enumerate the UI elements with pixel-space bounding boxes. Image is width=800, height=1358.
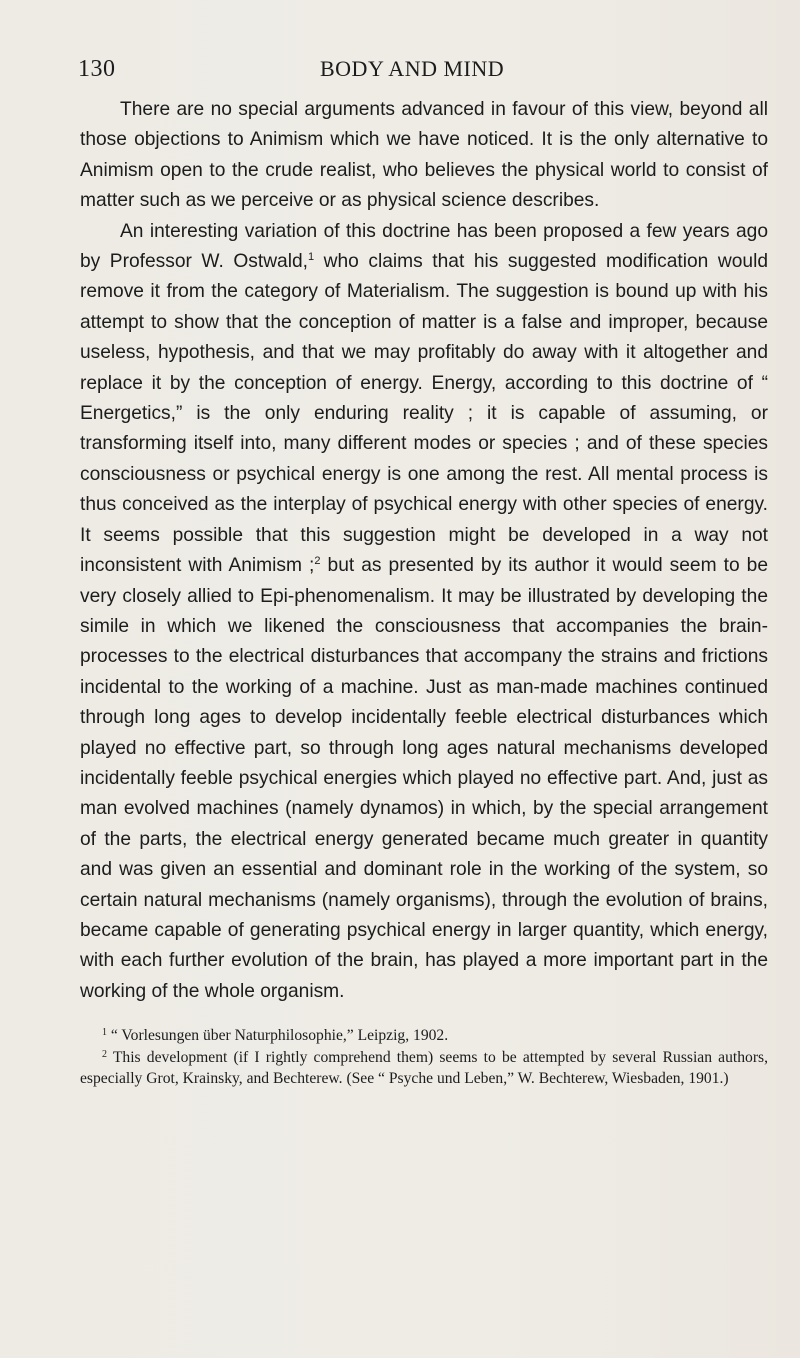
footnote-text: This development (if I rightly comprehend them) seems to be attempted by several Russian authors, especially Grot, Krainsky, and Bechterew. (See “ Psyche und Leben,” W. Bechterew, Wiesbaden, 1901.) <box>80 1048 768 1087</box>
body-text <box>80 95 768 1007</box>
paragraph <box>80 217 768 1008</box>
footnotes <box>80 1025 768 1090</box>
paragraph: There are no special arguments advanced in favour of this view, beyond all those objections to Animism which we have noticed. It is the only alternative to Animism open to the crude realist, who believes the physical world to consist of matter such as we perceive or as physical science describes. <box>80 99 768 212</box>
footnote-text: “ Vorlesungen über Naturphilosophie,” Leipzig, 1902. <box>107 1027 449 1044</box>
paragraph-text: who claims that his suggested modification would remove it from the category of Materialism. The suggestion is bound up with his attempt to show that the conception of matter is a false and improper, because useless, hypothesis, and that we may profitably do away with it altogether and replace it by the conception of energy. Energy, according to this doctrine of “ Energetics,” is the only enduring reality ; it is capable of assuming, or transforming itself into, many different modes or species ; and of these species consciousness or psychical energy is one among the rest. All mental process is thus conceived as the interplay of psychical energy with other species of energy. It seems possible that this suggestion might be developed in a way not inconsistent with Animism ; <box>80 251 769 577</box>
paragraph-text: but as presented by its author it would seem to be very closely allied to Epi-phenomenalism. It may be illustrated by developing the simile in which we likened the consciousness that accompanies the brain-processes to the electrical disturbances that accompany the strains and frictions incidental to the working of a machine. Just as man-made machines continued through long ages to develop incidentally feeble electrical disturbances which played no effective part, so through long ages natural mechanisms developed incidentally feeble psychical energies which played no effective part. And, just as man evolved machines (namely dynamos) in which, by the special arrangement of the parts, the electrical energy generated became much greater in quantity and was given an essential and dominant role in the working of the system, so certain natural mechanisms (namely organisms), through the evolution of brains, became capable of generating psychical energy in larger quantity, which energy, with each further evolution of the brain, has played a more important part in the working of the whole organism. <box>80 555 768 1002</box>
footnote <box>80 1047 768 1090</box>
paragraph-text: An interesting variation of this doctrine has been proposed a few years ago by Professor W. Ostwald, <box>80 220 768 273</box>
running-title: BODY AND MIND <box>320 56 505 81</box>
page-number: 130 <box>78 56 116 82</box>
page-header <box>0 56 800 86</box>
footnote-marker: 2 <box>102 1048 107 1060</box>
footnote-marker: 1 <box>102 1027 107 1038</box>
footnote-reference: 2 <box>314 555 321 568</box>
footnote <box>80 1025 768 1047</box>
footnote-reference: 1 <box>308 251 315 264</box>
